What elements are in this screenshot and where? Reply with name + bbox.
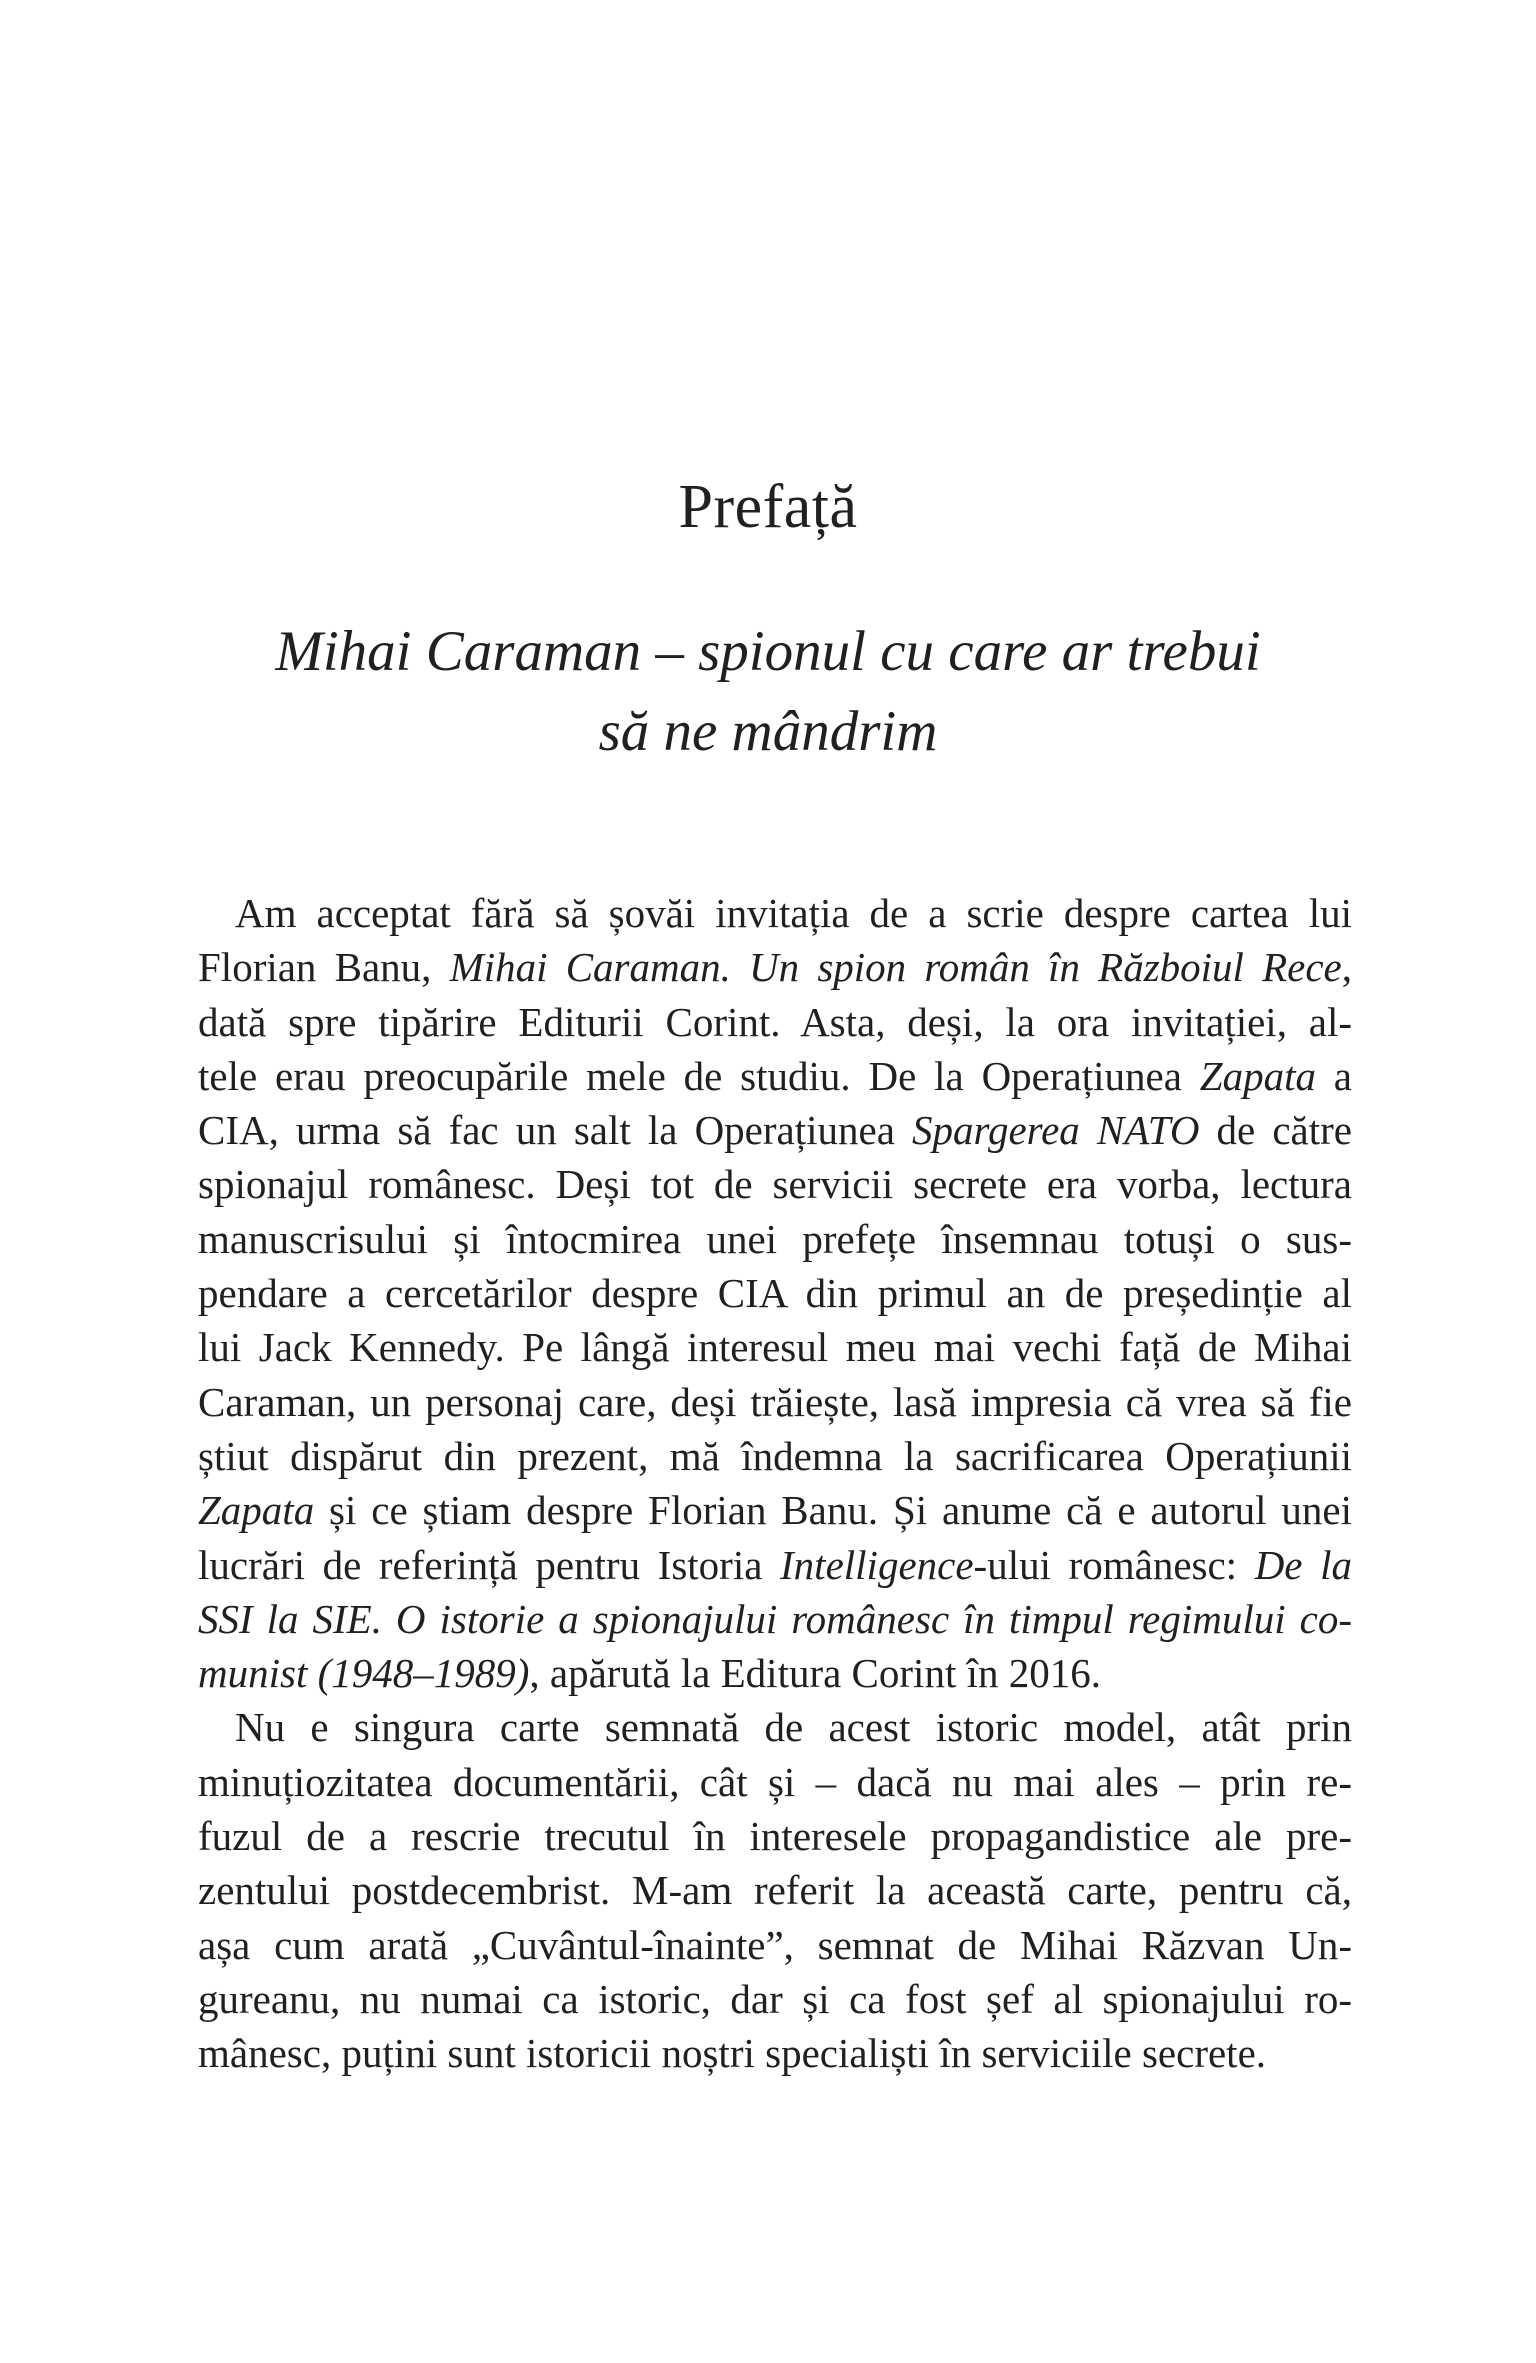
text-run: spionajul românesc. Deși tot de servicii secrete era vorba, lectura xyxy=(198,1161,1352,1208)
text-line xyxy=(198,1592,1352,1646)
text-line xyxy=(198,1266,1352,1320)
text-run: CIA, urma să fac un salt la Operațiunea xyxy=(198,1107,913,1154)
text-line xyxy=(198,1320,1352,1374)
text-line xyxy=(198,1375,1352,1429)
italic-text: Mihai Caraman. Un spion român în Războiul Rece xyxy=(449,944,1342,991)
text-line xyxy=(198,995,1352,1049)
text-line xyxy=(198,1103,1352,1157)
chapter-subtitle xyxy=(0,612,1536,772)
text-run: Caraman, un personaj care, deși trăiește, lasă impresia că vrea să fie xyxy=(198,1378,1352,1425)
text-run: lui Jack Kennedy. Pe lângă interesul meu mai vechi față de Mihai xyxy=(198,1324,1352,1371)
text-line xyxy=(198,1429,1352,1483)
text-run: manuscrisului și întocmirea unei prefețe însemnau totuși o sus- xyxy=(198,1215,1352,1262)
text-line xyxy=(198,1646,1352,1700)
text-line xyxy=(198,1700,1352,1754)
italic-text: Zapata xyxy=(198,1487,315,1534)
text-run: tele erau preocupările mele de studiu. De la Operațiunea xyxy=(198,1052,1200,1099)
text-run: -ului românesc: xyxy=(973,1541,1255,1588)
italic-text: munist (1948–1989) xyxy=(198,1650,530,1697)
italic-text: SSI la SIE. O istorie a spionajului românesc în timpul regimului co- xyxy=(198,1595,1352,1642)
text-run: a xyxy=(1315,1052,1353,1099)
text-line xyxy=(198,940,1352,994)
text-run: și ce știam despre Florian Banu. Și anume că e autorul unei xyxy=(314,1487,1352,1534)
text-run: Am acceptat fără să șovăi invitația de a scrie despre cartea lui xyxy=(235,890,1352,936)
text-run: , xyxy=(1341,944,1353,991)
text-line xyxy=(198,2026,1352,2080)
text-run: așa cum arată „Cuvântul-înainte”, semnat de Mihai Răzvan Un- xyxy=(198,1921,1352,1968)
text-run: știut dispărut din prezent, mă îndemna la sacrificarea Operațiunii xyxy=(198,1432,1352,1479)
italic-text: Zapata xyxy=(1199,1052,1316,1099)
text-line xyxy=(198,1157,1352,1211)
text-run: lucrări de referință pentru Istoria xyxy=(198,1541,781,1588)
text-line xyxy=(198,1755,1352,1809)
text-run: fuzul de a rescrie trecutul în interesele propagandistice ale pre- xyxy=(198,1813,1352,1860)
text-run: dată spre tipărire Editurii Corint. Asta, deși, la ora invitației, al- xyxy=(198,998,1352,1045)
subtitle-line: Mihai Caraman – spionul cu care ar trebui xyxy=(275,620,1261,683)
chapter-heading: Prefață xyxy=(678,473,858,541)
paragraph xyxy=(198,886,1352,1700)
text-run: Nu e singura carte semnată de acest istoric model, atât prin xyxy=(235,1704,1352,1751)
text-run: mânesc, puțini sunt istoricii noștri specialiști în serviciile secrete. xyxy=(198,2030,1267,2077)
text-run: pendare a cercetărilor despre CIA din primul an de președinție al xyxy=(198,1270,1352,1317)
text-run: , apărută la Editura Corint în 2016. xyxy=(529,1650,1101,1697)
text-line xyxy=(198,1972,1352,2026)
italic-text: Spargerea NATO xyxy=(912,1107,1200,1154)
text-line xyxy=(198,1809,1352,1863)
text-line xyxy=(198,1049,1352,1103)
text-line xyxy=(198,1863,1352,1917)
text-run: Florian Banu, xyxy=(198,944,450,991)
text-run: de către xyxy=(1199,1107,1352,1154)
italic-text: Intelligence xyxy=(780,1541,974,1588)
text-run: gureanu, nu numai ca istoric, dar și ca fost șef al spionajului ro- xyxy=(198,1975,1352,2022)
text-line xyxy=(198,1212,1352,1266)
text-run: zentului postdecembrist. M-am referit la această carte, pentru că, xyxy=(198,1867,1352,1914)
text-line xyxy=(198,1538,1352,1592)
text-line xyxy=(198,1918,1352,1972)
subtitle-line: să ne mândrim xyxy=(598,700,938,763)
text-line xyxy=(198,886,1352,940)
paragraph xyxy=(198,1700,1352,2080)
text-line xyxy=(198,1483,1352,1537)
text-run: minuțiozitatea documentării, cât și – dacă nu mai ales – prin re- xyxy=(198,1758,1352,1805)
body-text xyxy=(198,886,1352,2081)
italic-text: De la xyxy=(1254,1541,1352,1588)
